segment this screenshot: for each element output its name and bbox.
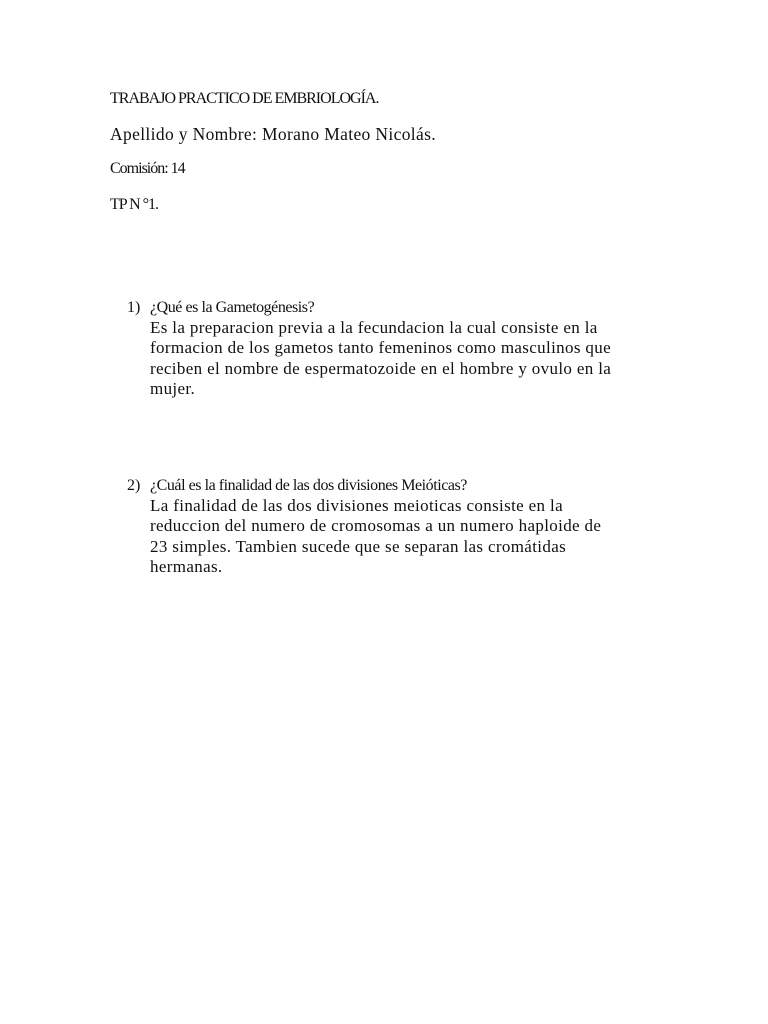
answer-line: La finalidad de las dos divisiones meioticas consiste en la <box>150 496 563 515</box>
question-number: 1) <box>127 299 141 316</box>
document-title: TRABAJO PRACTICO DE EMBRIOLOGÍA. <box>110 90 379 107</box>
answer-line: reciben el nombre de espermatozoide en el hombre y ovulo en la <box>150 358 612 378</box>
question-number: 2) <box>127 477 141 494</box>
answer-line: formacion de los gametos tanto femeninos como masculinos que <box>150 338 612 358</box>
question-text: ¿Cuál es la finalidad de las dos divisiones Meióticas? <box>150 477 467 494</box>
answer-line: reduccion del numero de cromosomas a un numero haploide de <box>150 516 602 536</box>
answer-block <box>150 496 710 577</box>
answer-line: hermanas. <box>150 556 223 576</box>
answer-line: mujer. <box>150 378 196 398</box>
answer-block <box>150 318 710 399</box>
question-text: ¿Qué es la Gametogénesis? <box>150 299 315 316</box>
answer-line: 23 simples. Tambien sucede que se separan las cromátidas <box>150 536 567 556</box>
commission-line: Comisión: 14 <box>110 160 185 177</box>
student-name-line: Apellido y Nombre: Morano Mateo Nicolás. <box>110 124 437 144</box>
tp-number-line: TP N °1. <box>110 196 159 213</box>
answer-line: Es la preparacion previa a la fecundacion la cual consiste en la <box>150 318 598 337</box>
